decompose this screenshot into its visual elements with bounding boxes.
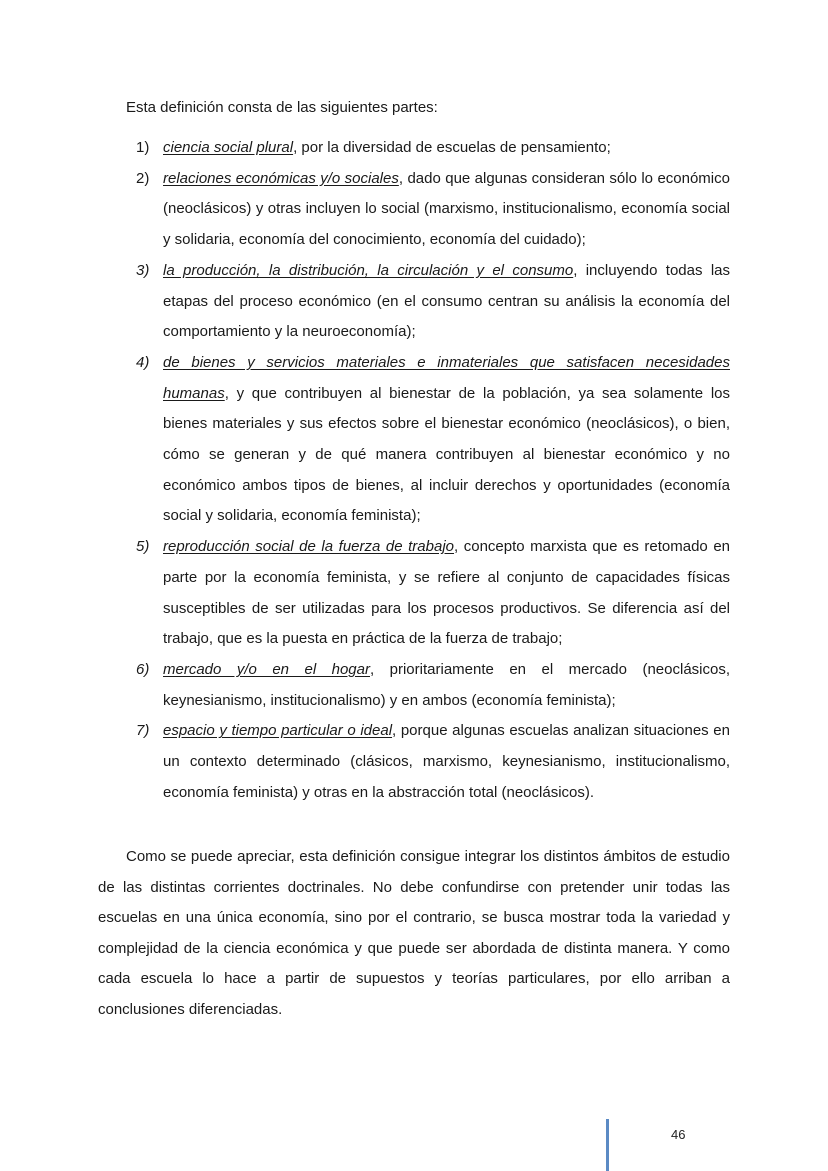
item-text: , dado que algunas consideran sólo lo económico (neoclásicos) y otras incluyen lo social (marxismo, institucionalismo, economía social y solidaria, economía del conocimiento, economía del cuidado);	[163, 169, 730, 249]
list-item	[126, 256, 730, 348]
item-term: de bienes y servicios materiales e inmateriales que satisfacen necesidades humanas	[163, 353, 730, 402]
closing-paragraph: Como se puede apreciar, esta definición consigue integrar los distintos ámbitos de estudio de las distintas corrientes doctrinales. No debe confundirse con pretender unir todas las escuelas en una única economía, sino por el contrario, se busca mostrar toda la variedad y complejidad de la ciencia económica y que puede ser abordada de distinta manera. Y como cada escuela lo hace a partir de supuestos y teorías particulares, por ello arriban a conclusiones diferenciadas.	[98, 848, 730, 1018]
item-text: , prioritariamente en el mercado (neoclásicos, keynesianismo, institucionalismo) y en ambos (economía feminista);	[163, 660, 730, 709]
item-number: 7)	[136, 722, 150, 740]
list-item	[126, 133, 730, 164]
item-text: , concepto marxista que es retomado en parte por la economía feminista, y se refiere al conjunto de capacidades físicas susceptibles de ser utilizadas para los procesos productivos. Se diferencia así del trabajo, que es la puesta en práctica de la fuerza de trabajo;	[163, 538, 731, 648]
item-number: 6)	[136, 660, 150, 678]
item-number: 2)	[136, 169, 150, 187]
intro-sentence: Esta definición consta de las siguientes partes:	[126, 99, 438, 116]
item-term: relaciones económicas y/o sociales	[163, 169, 399, 187]
page-number: 46	[671, 1127, 686, 1142]
item-number: 4)	[136, 353, 150, 371]
definition-parts-list	[126, 133, 730, 808]
list-item	[126, 164, 730, 256]
item-term: la producción, la distribución, la circulación y el consumo	[163, 261, 574, 279]
item-term: ciencia social plural	[163, 139, 294, 156]
item-text: , por la diversidad de escuelas de pensamiento;	[293, 139, 611, 156]
item-number: 1)	[136, 139, 150, 156]
item-text: , y que contribuyen al bienestar de la población, ya sea solamente los bienes materiales y sus efectos sobre el bienestar económico (neoclásicos), o bien, cómo se generan y de qué manera contribuyen al bienestar económico y no económico ambos tipos de bienes, al incluir derechos y oportunidades (economía social y solidaria, economía feminista);	[163, 384, 730, 525]
list-item	[126, 532, 730, 655]
footer-divider	[606, 1119, 609, 1171]
item-number: 3)	[136, 261, 150, 279]
item-term: espacio y tiempo particular o ideal	[163, 722, 393, 740]
list-item	[126, 716, 730, 808]
item-term: mercado y/o en el hogar	[163, 660, 370, 678]
item-text: , porque algunas escuelas analizan situaciones en un contexto determinado (clásicos, marxismo, keynesianismo, institucionalismo, economía feminista) y otras en la abstracción total (neoclásicos).	[163, 722, 730, 801]
item-number: 5)	[136, 538, 150, 556]
list-item	[126, 348, 730, 532]
item-term: reproducción social de la fuerza de trabajo	[163, 538, 455, 556]
list-item	[126, 655, 730, 716]
item-text: , incluyendo todas las etapas del proceso económico (en el consumo centran su análisis la economía del comportamiento y la neuroeconomía);	[163, 261, 730, 341]
